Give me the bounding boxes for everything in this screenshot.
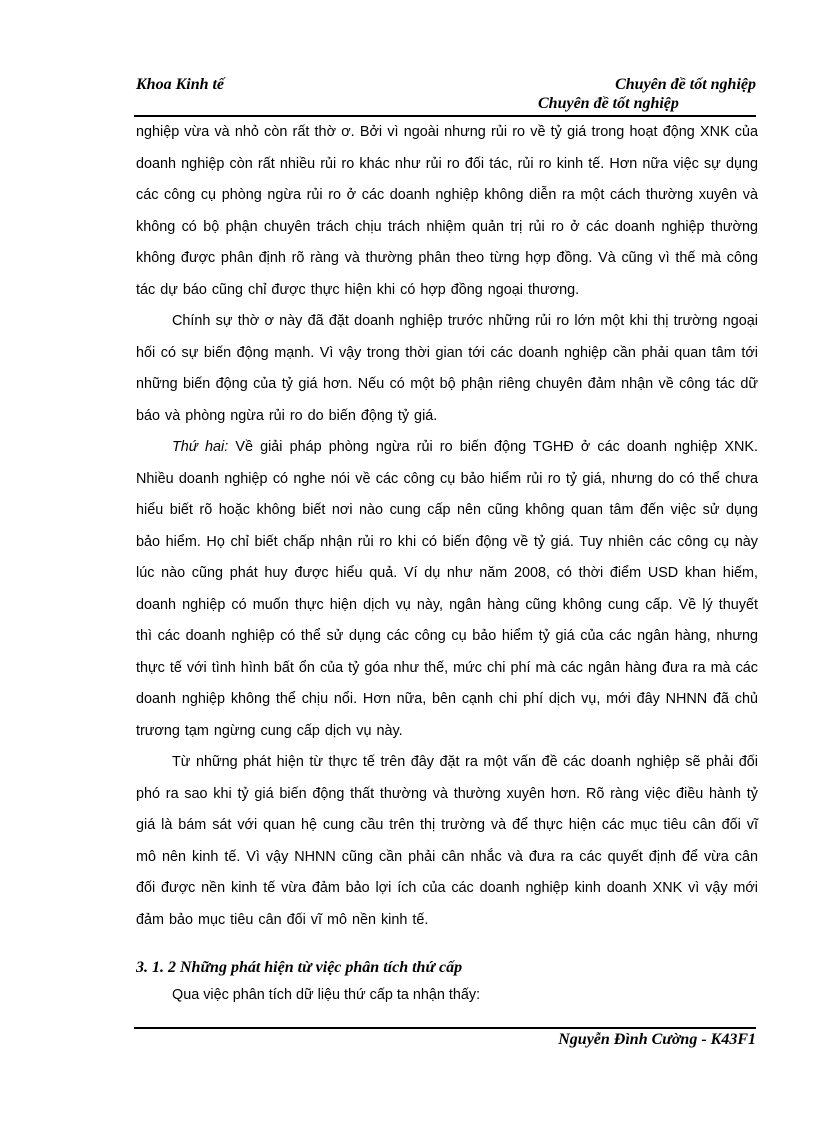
paragraph-2: Chính sự thờ ơ này đã đặt doanh nghiệp trước những rủi ro lớn một khi thị trường ngoại hối có sự biến động mạnh. Vì vậy trong thời gian tới các doanh nghiệp cần phải quan tâm tới những biến động của tỷ giá hơn. Nếu có một bộ phận riêng chuyên đảm nhận về công tác dữ báo và phòng ngừa rủi ro do biến động tỷ giá. <box>136 313 758 424</box>
document-body <box>136 117 758 936</box>
footer-rule <box>134 1027 756 1029</box>
paragraph-1: nghiệp vừa và nhỏ còn rất thờ ơ. Bởi vì ngoài nhưng rủi ro về tỷ giá trong hoạt động XNK của doanh nghiệp còn rất nhiều rủi ro khác như rủi ro đối tác, rủi ro kinh tế. Hơn nữa việc sự dụng các công cụ phòng ngừa rủi ro ở các doanh nghiệp không diễn ra một cách thường xuyên và không có bộ phận chuyên trách chịu trách nhiệm quản trị rủi ro ở các doanh nghiệp thường không được phân định rõ ràng và thường phân theo từng hợp đồng. Và cũng vì thế mà công tác dự báo cũng chỉ được thực hiện khi có hợp đồng ngoại thương. <box>136 124 758 298</box>
section-heading: 3. 1. 2 Những phát hiện từ việc phân tích thứ cấp <box>136 959 463 976</box>
header-faculty: Khoa Kinh tế <box>136 76 225 93</box>
paragraph-3 <box>136 432 758 747</box>
paragraph-3-text: Về giải pháp phòng ngừa rủi ro biến động TGHĐ ở các doanh nghiệp XNK. Nhiều doanh nghiệp có nghe nói về các công cụ bảo hiểm rủi ro tỷ giá, nhưng do có thể chưa hiểu biết rõ hoặc không biết nơi nào cung cấp nên cũng không quan tâm đến việc sử dụng bảo hiểm. Họ chỉ biết chấp nhận rủi ro khi có biến động về tỷ giá. Tuy nhiên các công cụ này lúc nào cũng phát huy được hiểu quả. Ví dụ như năm 2008, có thời điểm USD khan hiếm, doanh nghiệp có muốn thực hiện dịch vụ này, ngân hàng cũng không cung cấp. Về lý thuyết thì các doanh nghiệp có thể sử dụng các công cụ bảo hiểm tỷ giá của các ngân hàng, nhưng thực tế với tình hình bất ổn của tỷ góa như thế, mức chi phí mà các ngân hàng đưa ra mà các doanh nghiệp không thể chịu nổi. Hơn nữa, bên cạnh chi phí dịch vụ, mới đây NHNN đã chủ trương tạm ngừng cung cấp dịch vụ này. <box>136 439 758 739</box>
paragraph-4: Từ những phát hiện từ thực tế trên đây đặt ra một vấn đề các doanh nghiệp sẽ phải đối phó ra sao khi tỷ giá biến động thất thường và thường xuyên hơn. Rõ ràng việc điều hành tỷ giá là bám sát với quan hệ cung cầu trên thị trường và để thực hiện các mục tiêu cân đối vĩ mô nên kinh tế. Vì vậy NHNN cũng cần phải cân nhắc và đưa ra các quyết định để vừa cân đối được nền kinh tế vừa đảm bảo lợi ích của các doanh nghiệp kinh doanh XNK vì vậy mới đảm bảo mục tiêu cân đối vĩ mô nền kinh tế. <box>136 754 758 928</box>
footer-author: Nguyễn Đình Cường - K43F1 <box>558 1031 756 1048</box>
paragraph-3-lead: Thứ hai: <box>172 439 229 455</box>
paragraph-5: Qua việc phân tích dữ liệu thứ cấp ta nhận thấy: <box>172 987 481 1003</box>
header-doc-type-repeat: Chuyên đề tốt nghiệp <box>538 95 679 112</box>
header-doc-type: Chuyên đề tốt nghiệp <box>615 76 756 93</box>
